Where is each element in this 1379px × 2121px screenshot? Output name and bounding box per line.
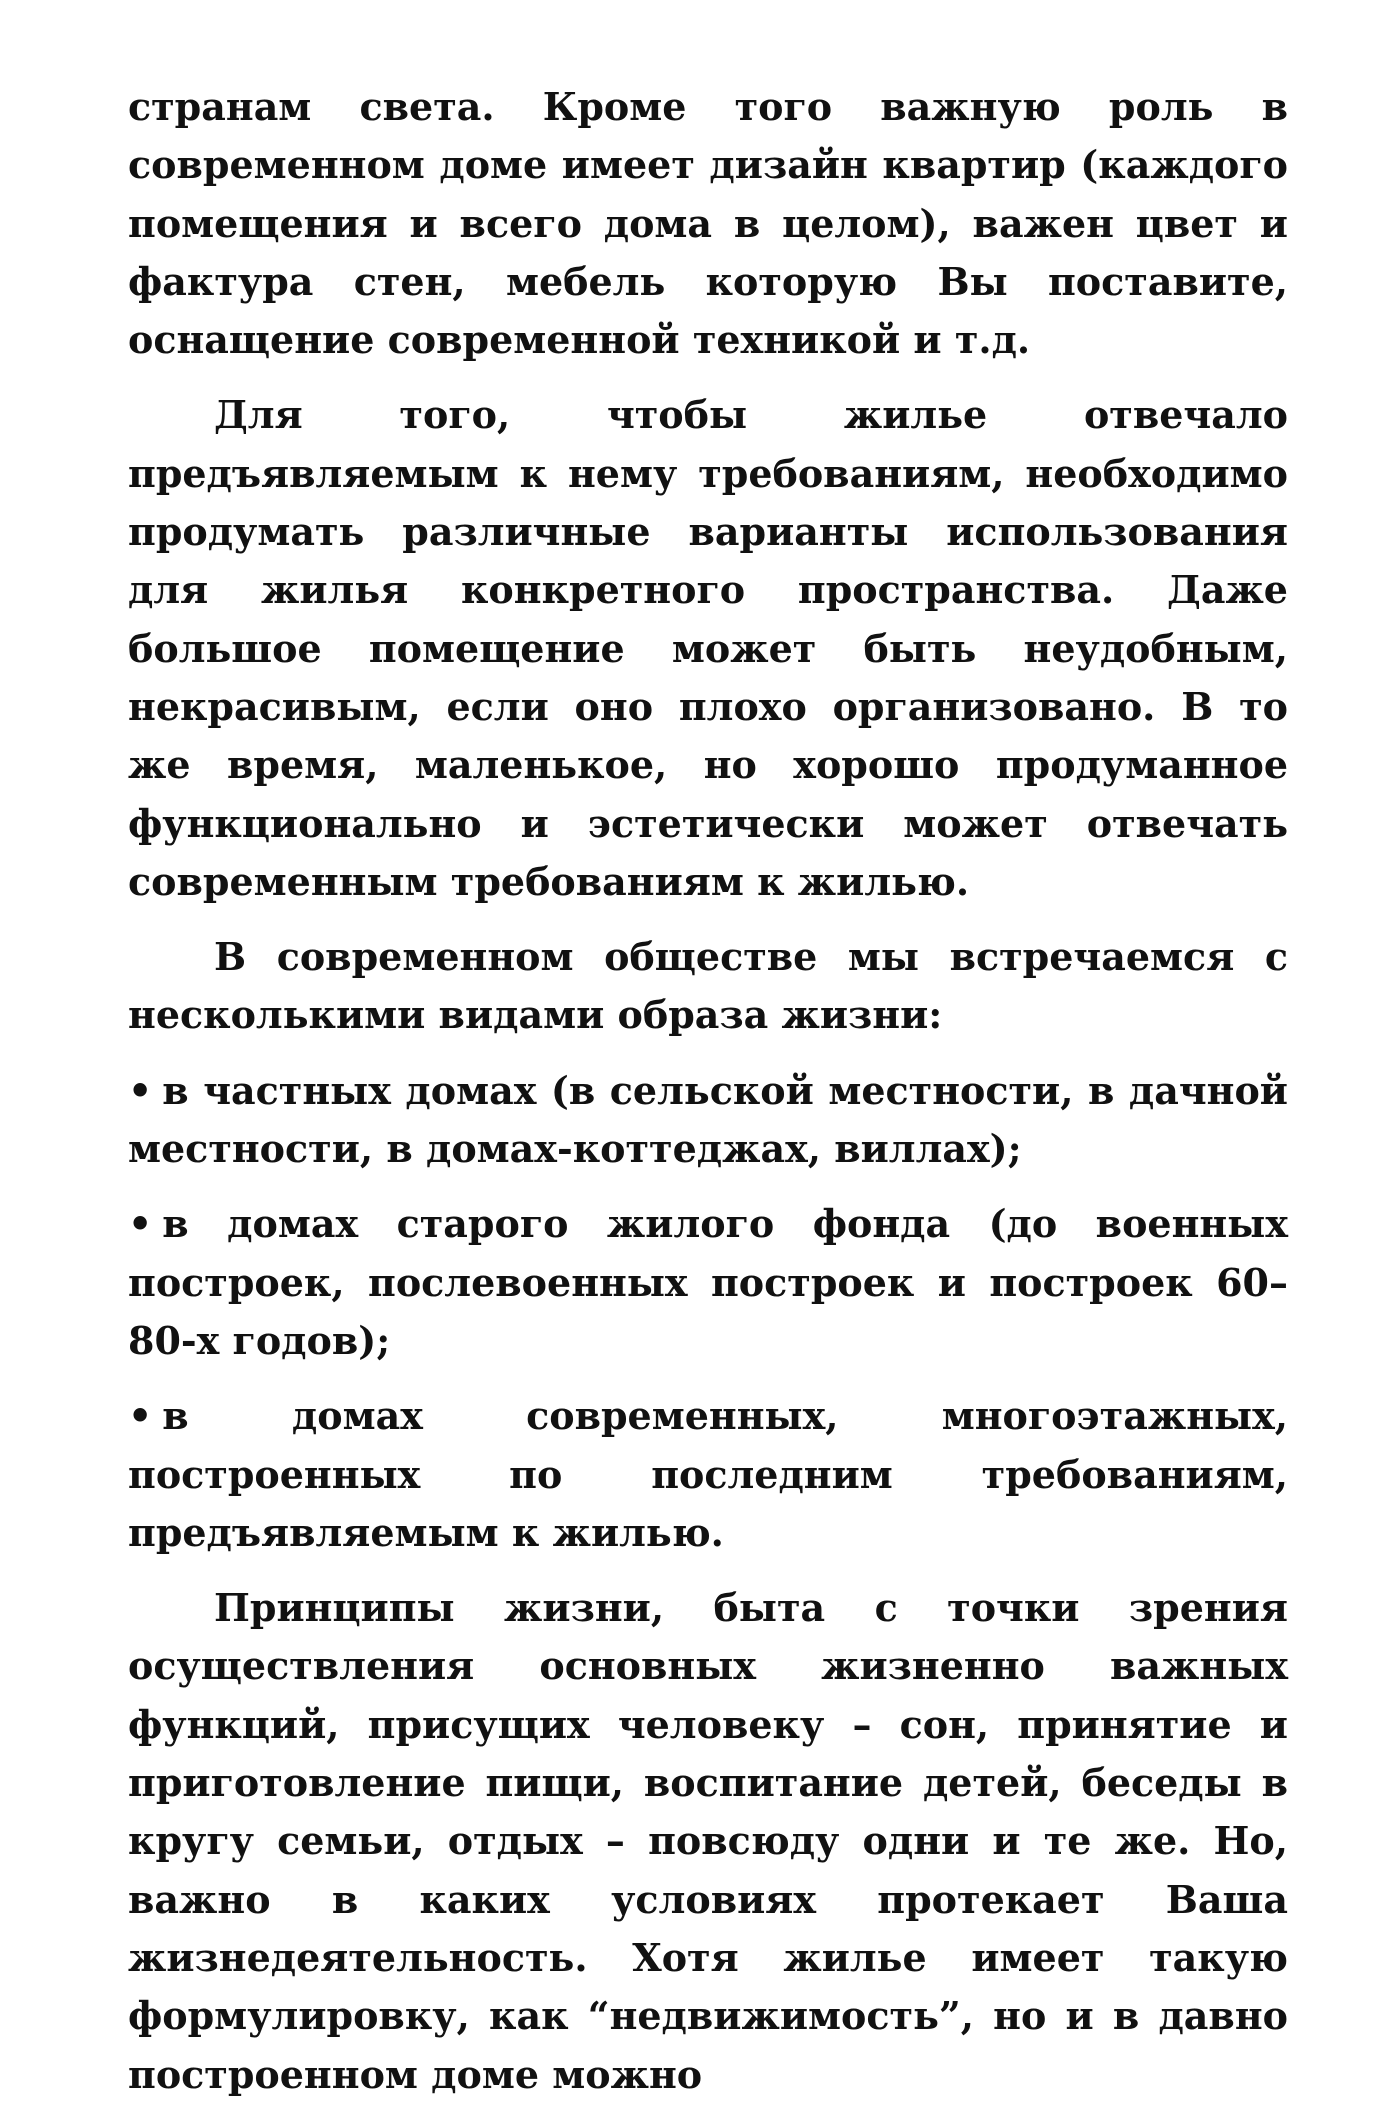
list-item	[128, 1195, 1288, 1370]
list-item	[128, 1062, 1288, 1179]
bullet-icon: •	[128, 1201, 153, 1247]
bullet-icon: •	[128, 1067, 153, 1113]
list-item	[128, 1387, 1288, 1562]
paragraph-life-principles: Принципы жизни, быта с точки зрения осуществления основных жизненно важных функций, присущих человеку – сон, принятие и приготовление пищи, воспитание детей, беседы в кругу семьи, отдых – повсюду одни и те же. Но, важно в каких условиях протекает Ваша жизнедеятельность. Хотя жилье имеет такую формулировку, как “недвижимость”, но и в давно построенном доме можно	[128, 1585, 1288, 2097]
document-page	[128, 78, 1288, 2121]
list-item-text: в частных домах (в сельской местности, в дачной местности, в домах-коттеджах, виллах);	[128, 1067, 1288, 1172]
list-item-text: в домах старого жилого фонда (до военных построек, послевоенных построек и построек 60–80-х годов);	[128, 1201, 1288, 1363]
paragraph-lifestyles-intro: В современном обществе мы встречаемся с несколькими видами образа жизни:	[128, 934, 1288, 1038]
list-item-text: в домах современных, многоэтажных, построенных по последним требованиям, предъявляемым к жилью.	[128, 1393, 1288, 1555]
paragraph-continuation: странам света. Кроме того важную роль в современном доме имеет дизайн квартир (каждого помещения и всего дома в целом), важен цвет и фактура стен, мебель которую Вы поставите, оснащение современной техникой и т.д.	[128, 84, 1288, 363]
paragraph-housing-requirements: Для того, чтобы жилье отвечало предъявляемым к нему требованиям, необходимо продумать различные варианты использования для жилья конкретного пространства. Даже большое помещение может быть неудобным, некрасивым, если оно плохо организовано. В то же время, маленькое, но хорошо продуманное функционально и эстетически может отвечать современным требованиям к жилью.	[128, 392, 1288, 904]
bullet-icon: •	[128, 1393, 153, 1439]
